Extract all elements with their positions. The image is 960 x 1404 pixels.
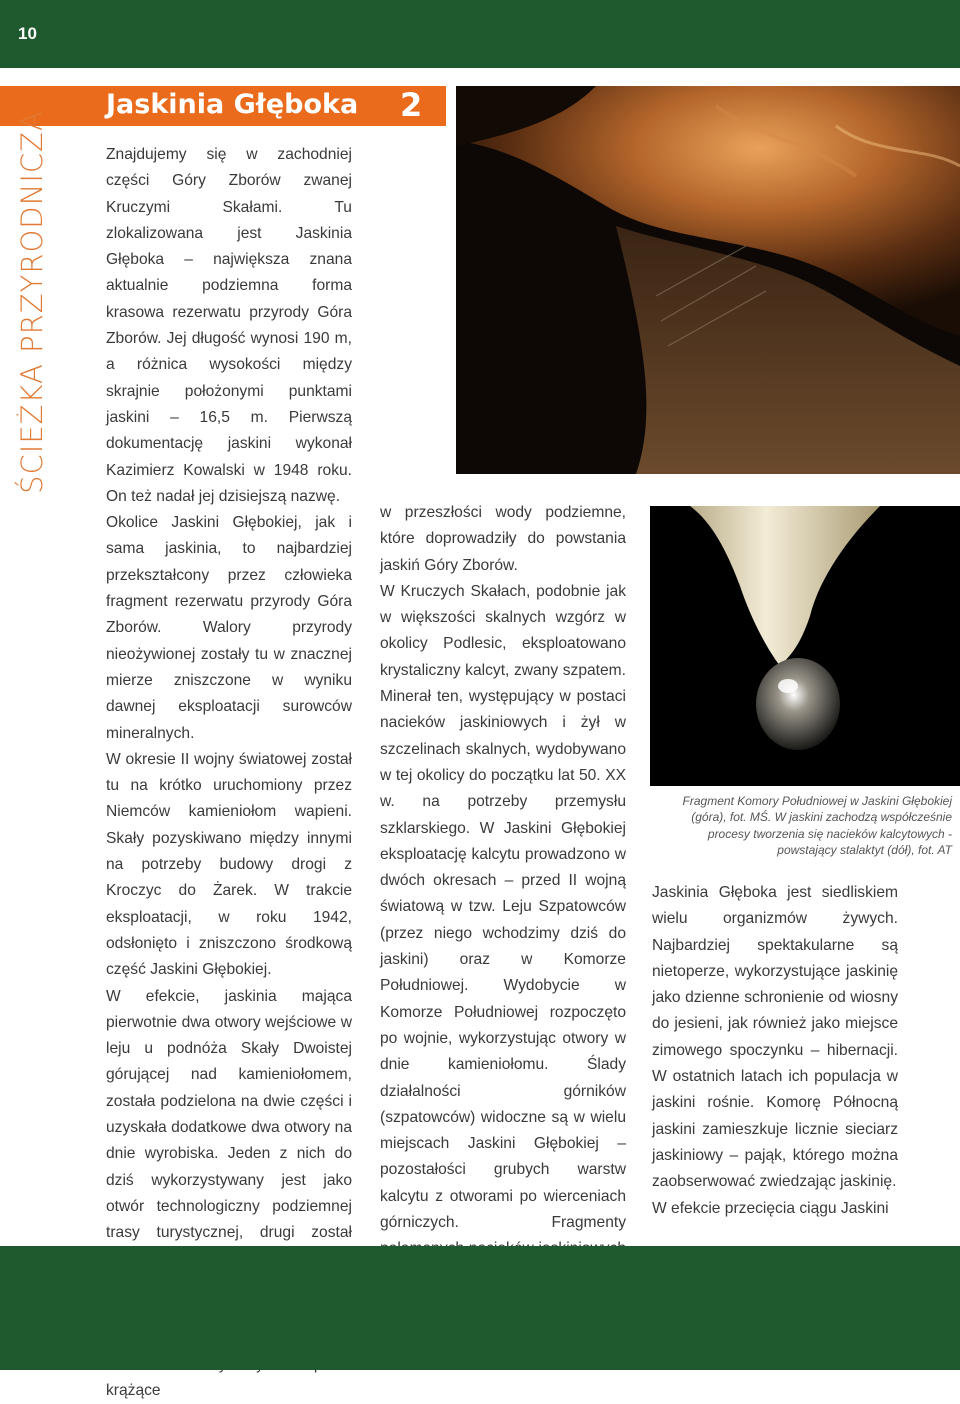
text-column-3	[652, 880, 898, 1222]
photo-caption: Fragment Komory Południowej w Jaskini Głębokiej (góra), fot. MŚ. W jaskini zachodzą współcześnie procesy tworzenia się nacieków kalcytowych - powstający stalaktyt (dół), fot. AT	[652, 793, 952, 859]
stalactite-drop-photo	[650, 506, 960, 786]
paragraph: Jaskinia Głęboka jest siedliskiem wielu organizmów żywych. Najbardziej spektakularne są nietoperze, wykorzystujące jaskinię jako dzienne schronienie od wiosny do jesieni, jak również jako miejsce zimowego spoczynku – hibernacji. W ostatnich latach ich populacja w jaskini rośnie. Komorę Północną jaskini zamieszkuje licznie sieciarz jaskiniowy – pająk, którego można zaobserwować zwiedzając jaskinię.	[652, 880, 898, 1196]
page-number: 10	[18, 24, 37, 44]
paragraph: W Kruczych Skałach, podobnie jak w większości skalnych wzgórz w okolicy Podlesic, eksploatowano krystaliczny kalcyt, zwany szpatem. Minerał ten, występujący w postaci nacieków jaskiniowych i żył w szczelinach skalnych, wydobywano w tej okolicy do początku lat 50. XX w. na potrzeby przemysłu szklarskiego. W Jaskini Głębokiej eksploatację kalcytu prowadzono w dwóch okresach – przed II wojną światową w tzw. Leju Szpatowców (przez niego wchodzimy dziś do jaskini) oraz w Komorze Południowej. Wydobycie w Komorze Południowej rozpoczęto po wojnie, wykorzystując otwory w dnie kamieniołomu. Ślady działalności górników (szpatowców) widoczne są w wielu miejscach Jaskini Głębokiej – pozostałości grubych warstw kalcytu z otworami po wierceniach górniczych. Fragmenty	[380, 579, 626, 1315]
text-column-1	[106, 142, 352, 1404]
paragraph: Okolice Jaskini Głębokiej, jak i sama jaskinia, to najbardziej przekształcony przez człowieka fragment rezerwatu przyrody Góra Zborów. Walory przyrody nieożywionej zostały tu w znacznej mierze zniszczone w wyniku dawnej eksploatacji surowców mineralnych.	[106, 510, 352, 747]
paragraph: W efekcie, jaskinia mająca pierwotnie dwa otwory wejściowe w leju u podnóża Skały Dwoistej górującej nad kamieniołomem, została podzielona na dwie części i uzyskała dodatkowe dwa otwory na dnie wyrobiska. Jeden z nich do dziś wykorzystywany jest jako otwór technologiczny podziemnej trasy turystycznej, drugi został krążące	[106, 984, 352, 1404]
cave-chamber-photo	[456, 86, 960, 474]
page-title: Jaskinia Głęboka	[106, 89, 358, 120]
paragraph: W efekcie przecięcia ciągu Jaskini	[652, 1196, 898, 1222]
paragraph: w przeszłości wody podziemne, które doprowadziły do powstania jaskiń Góry Zborów.	[380, 500, 626, 579]
title-bar	[0, 86, 446, 126]
top-bar	[0, 0, 960, 68]
bottom-bar	[0, 1246, 960, 1370]
paragraph: Znajdujemy się w zachodniej części Góry Zborów zwanej Kruczymi Skałami. Tu zlokalizowana jest Jaskinia Głęboka – największa znana aktualnie podziemna forma krasowa rezerwatu przyrody Góra Zborów. Jej długość wynosi 190 m, a różnica wysokości między skrajnie położonymi punktami jaskini – 16,5 m. Pierwszą dokumentację jaskini wykonał Kazimierz Kowalski w 1948 roku. On też nadał jej dzisiejszą nazwę.	[106, 142, 352, 510]
side-section-label: ŚCIEŻKA PRZYRODNICZA	[15, 87, 59, 517]
text-column-2	[380, 500, 626, 1315]
chapter-number: 2	[400, 86, 422, 124]
paragraph: W okresie II wojny światowej został tu na krótko uruchomiony przez Niemców kamieniołom wapieni. Skały pozyskiwano między innymi na potrzeby budowy drogi z Kroczyc do Żarek. W trakcie eksploatacji, w roku 1942, odsłonięto i zniszczono środkową część Jaskini Głębokiej.	[106, 747, 352, 984]
